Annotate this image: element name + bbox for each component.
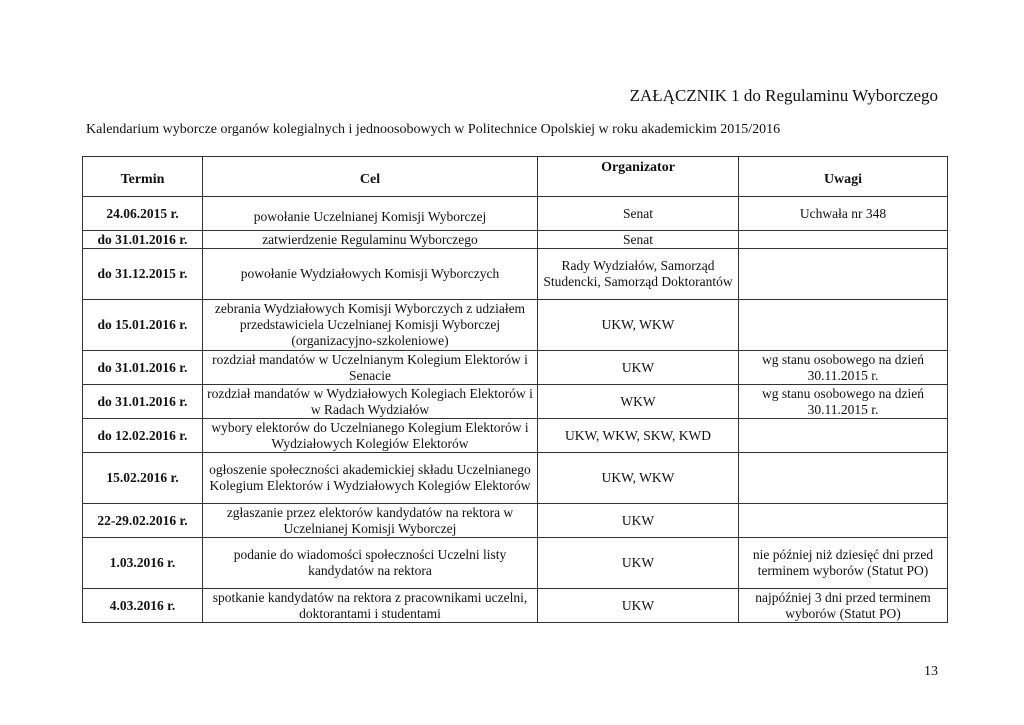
table-row xyxy=(83,589,948,623)
table-row xyxy=(83,300,948,351)
cell-uwagi: Uchwała nr 348 xyxy=(739,197,948,231)
cell-termin: 15.02.2016 r. xyxy=(83,453,203,504)
document-subtitle: Kalendarium wyborcze organów kolegialnych i jednoosobowych w Politechnice Opolskiej w roku akademickim 2015/2016 xyxy=(86,122,781,137)
annex-title: ZAŁĄCZNIK 1 do Regulaminu Wyborczego xyxy=(629,86,938,105)
table-row xyxy=(83,249,948,300)
cell-termin: do 31.12.2015 r. xyxy=(83,249,203,300)
header-cel: Cel xyxy=(203,157,538,197)
cell-cel: ogłoszenie społeczności akademickiej składu Uczelnianego Kolegium Elektorów i Wydziałowych Kolegiów Elektorów xyxy=(203,453,538,504)
header-organizator: Organizator xyxy=(538,157,739,197)
cell-cel: zatwierdzenie Regulaminu Wyborczego xyxy=(203,231,538,249)
cell-uwagi: nie później niż dziesięć dni przed terminem wyborów (Statut PO) xyxy=(739,538,948,589)
cell-termin: 22-29.02.2016 r. xyxy=(83,504,203,538)
cell-organizator: UKW xyxy=(538,589,739,623)
cell-termin: 24.06.2015 r. xyxy=(83,197,203,231)
cell-termin: do 31.01.2016 r. xyxy=(83,385,203,419)
cell-termin: 1.03.2016 r. xyxy=(83,538,203,589)
cell-uwagi: wg stanu osobowego na dzień 30.11.2015 r. xyxy=(739,351,948,385)
cell-cel: rozdział mandatów w Wydziałowych Kolegiach Elektorów i w Radach Wydziałów xyxy=(203,385,538,419)
header-termin: Termin xyxy=(83,157,203,197)
cell-termin: 4.03.2016 r. xyxy=(83,589,203,623)
cell-termin: do 31.01.2016 r. xyxy=(83,351,203,385)
cell-organizator: UKW, WKW xyxy=(538,453,739,504)
cell-organizator: UKW xyxy=(538,351,739,385)
cell-organizator: UKW, WKW xyxy=(538,300,739,351)
cell-organizator: Senat xyxy=(538,231,739,249)
cell-uwagi xyxy=(739,419,948,453)
cell-organizator: UKW, WKW, SKW, KWD xyxy=(538,419,739,453)
table-header-row xyxy=(83,157,948,197)
cell-cel: powołanie Uczelnianej Komisji Wyborczej xyxy=(203,197,538,231)
table-row xyxy=(83,231,948,249)
cell-uwagi xyxy=(739,249,948,300)
table-row xyxy=(83,385,948,419)
cell-cel: podanie do wiadomości społeczności Uczelni listy kandydatów na rektora xyxy=(203,538,538,589)
cell-uwagi: wg stanu osobowego na dzień 30.11.2015 r. xyxy=(739,385,948,419)
cell-cel: rozdział mandatów w Uczelnianym Kolegium Elektorów i Senacie xyxy=(203,351,538,385)
cell-termin: do 31.01.2016 r. xyxy=(83,231,203,249)
cell-uwagi xyxy=(739,504,948,538)
table-row xyxy=(83,453,948,504)
page-number: 13 xyxy=(924,664,938,679)
cell-cel: zebrania Wydziałowych Komisji Wyborczych z udziałem przedstawiciela Uczelnianej Komisji Wyborczej (organizacyjno-szkoleniowe) xyxy=(203,300,538,351)
cell-uwagi xyxy=(739,300,948,351)
cell-cel: zgłaszanie przez elektorów kandydatów na rektora w Uczelnianej Komisji Wyborczej xyxy=(203,504,538,538)
table-row xyxy=(83,197,948,231)
cell-cel: powołanie Wydziałowych Komisji Wyborczych xyxy=(203,249,538,300)
cell-organizator: Senat xyxy=(538,197,739,231)
table-row xyxy=(83,504,948,538)
table-row xyxy=(83,538,948,589)
election-calendar-table xyxy=(82,156,948,623)
cell-organizator: Rady Wydziałów, Samorząd Studencki, Samorząd Doktorantów xyxy=(538,249,739,300)
cell-termin: do 15.01.2016 r. xyxy=(83,300,203,351)
cell-cel: wybory elektorów do Uczelnianego Kolegium Elektorów i Wydziałowych Kolegiów Elektorów xyxy=(203,419,538,453)
cell-organizator: WKW xyxy=(538,385,739,419)
cell-organizator: UKW xyxy=(538,538,739,589)
cell-uwagi xyxy=(739,231,948,249)
cell-uwagi: najpóźniej 3 dni przed terminem wyborów (Statut PO) xyxy=(739,589,948,623)
cell-organizator: UKW xyxy=(538,504,739,538)
table-row xyxy=(83,419,948,453)
cell-termin: do 12.02.2016 r. xyxy=(83,419,203,453)
table-row xyxy=(83,351,948,385)
cell-uwagi xyxy=(739,453,948,504)
header-uwagi: Uwagi xyxy=(739,157,948,197)
cell-cel: spotkanie kandydatów na rektora z pracownikami uczelni, doktorantami i studentami xyxy=(203,589,538,623)
